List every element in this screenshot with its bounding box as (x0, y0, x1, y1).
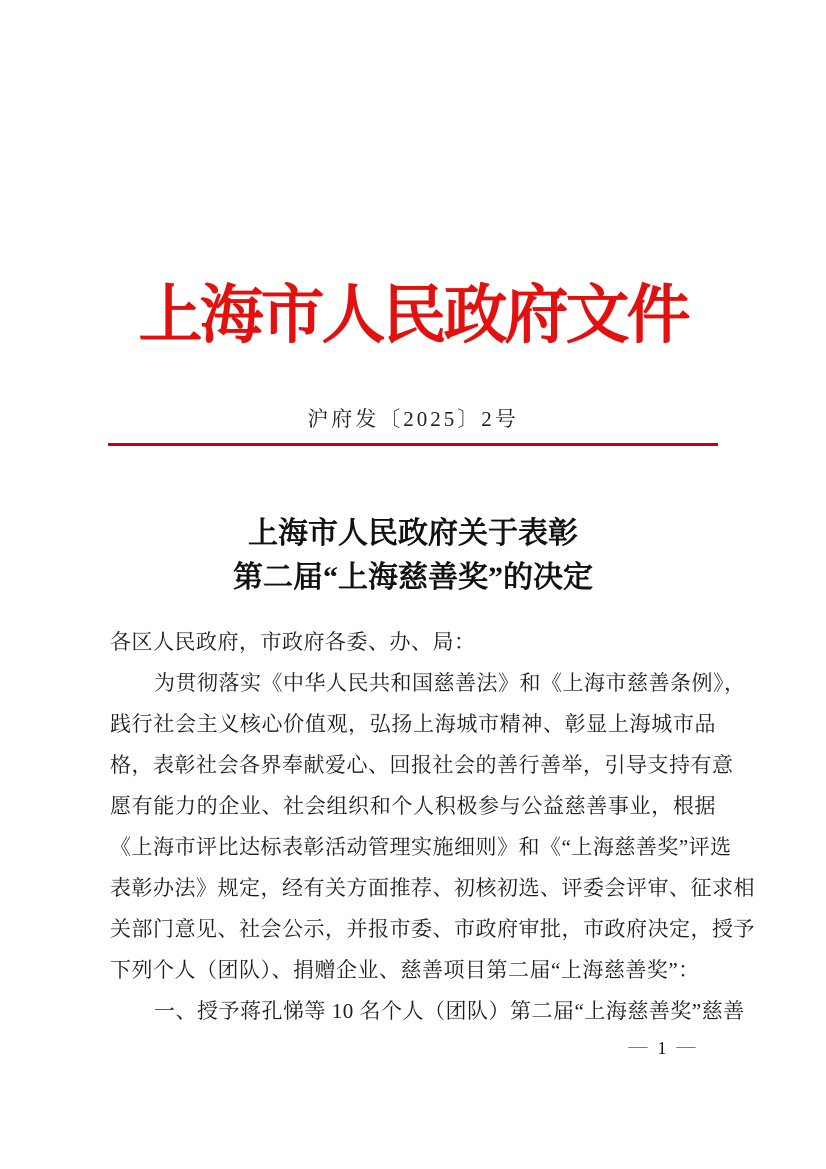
document-title-line-2: 第二届“上海慈善奖”的决定 (233, 561, 593, 594)
page-number-left-dash: — (628, 1036, 648, 1057)
page-number-value: 1 (657, 1038, 667, 1058)
body-line: 下列个人（团队）、捐赠企业、慈善项目第二届“上海慈善奖”： (110, 958, 700, 982)
page-number (592, 1038, 732, 1060)
body-line: 践行社会主义核心价值观，弘扬上海城市精神、彰显上海城市品 (110, 712, 716, 736)
red-divider-line (108, 443, 718, 446)
salutation-line: 各区人民政府，市政府各委、办、局： (110, 630, 476, 654)
body-line: 格，表彰社会各界奉献爱心、回报社会的善行善举，引导支持有意 (110, 753, 734, 777)
document-banner-title: 上海市人民政府文件 (138, 280, 688, 351)
body-line: 《上海市评比达标表彰活动管理实施细则》和《“上海慈善奖”评选 (110, 835, 732, 859)
body-line: 表彰办法》规定，经有关方面推荐、初核初选、评委会评审、征求相 (110, 876, 755, 900)
page-number-right-dash: — (676, 1036, 696, 1057)
document-title-line-1: 上海市人民政府关于表彰 (248, 517, 578, 550)
document-number: 沪府发〔2025〕2号 (307, 407, 519, 431)
body-line: 愿有能力的企业、社会组织和个人积极参与公益慈善事业，根据 (110, 794, 716, 818)
body-line: 关部门意见、社会公示，并报市委、市政府审批，市政府决定，授予 (110, 917, 755, 941)
body-line: 一、授予蒋孔悌等 10 名个人（团队）第二届“上海慈善奖”慈善 (154, 999, 745, 1023)
document-body (110, 622, 755, 1032)
document-title (0, 512, 826, 600)
body-line: 为贯彻落实《中华人民共和国慈善法》和《上海市慈善条例》， (154, 671, 746, 695)
